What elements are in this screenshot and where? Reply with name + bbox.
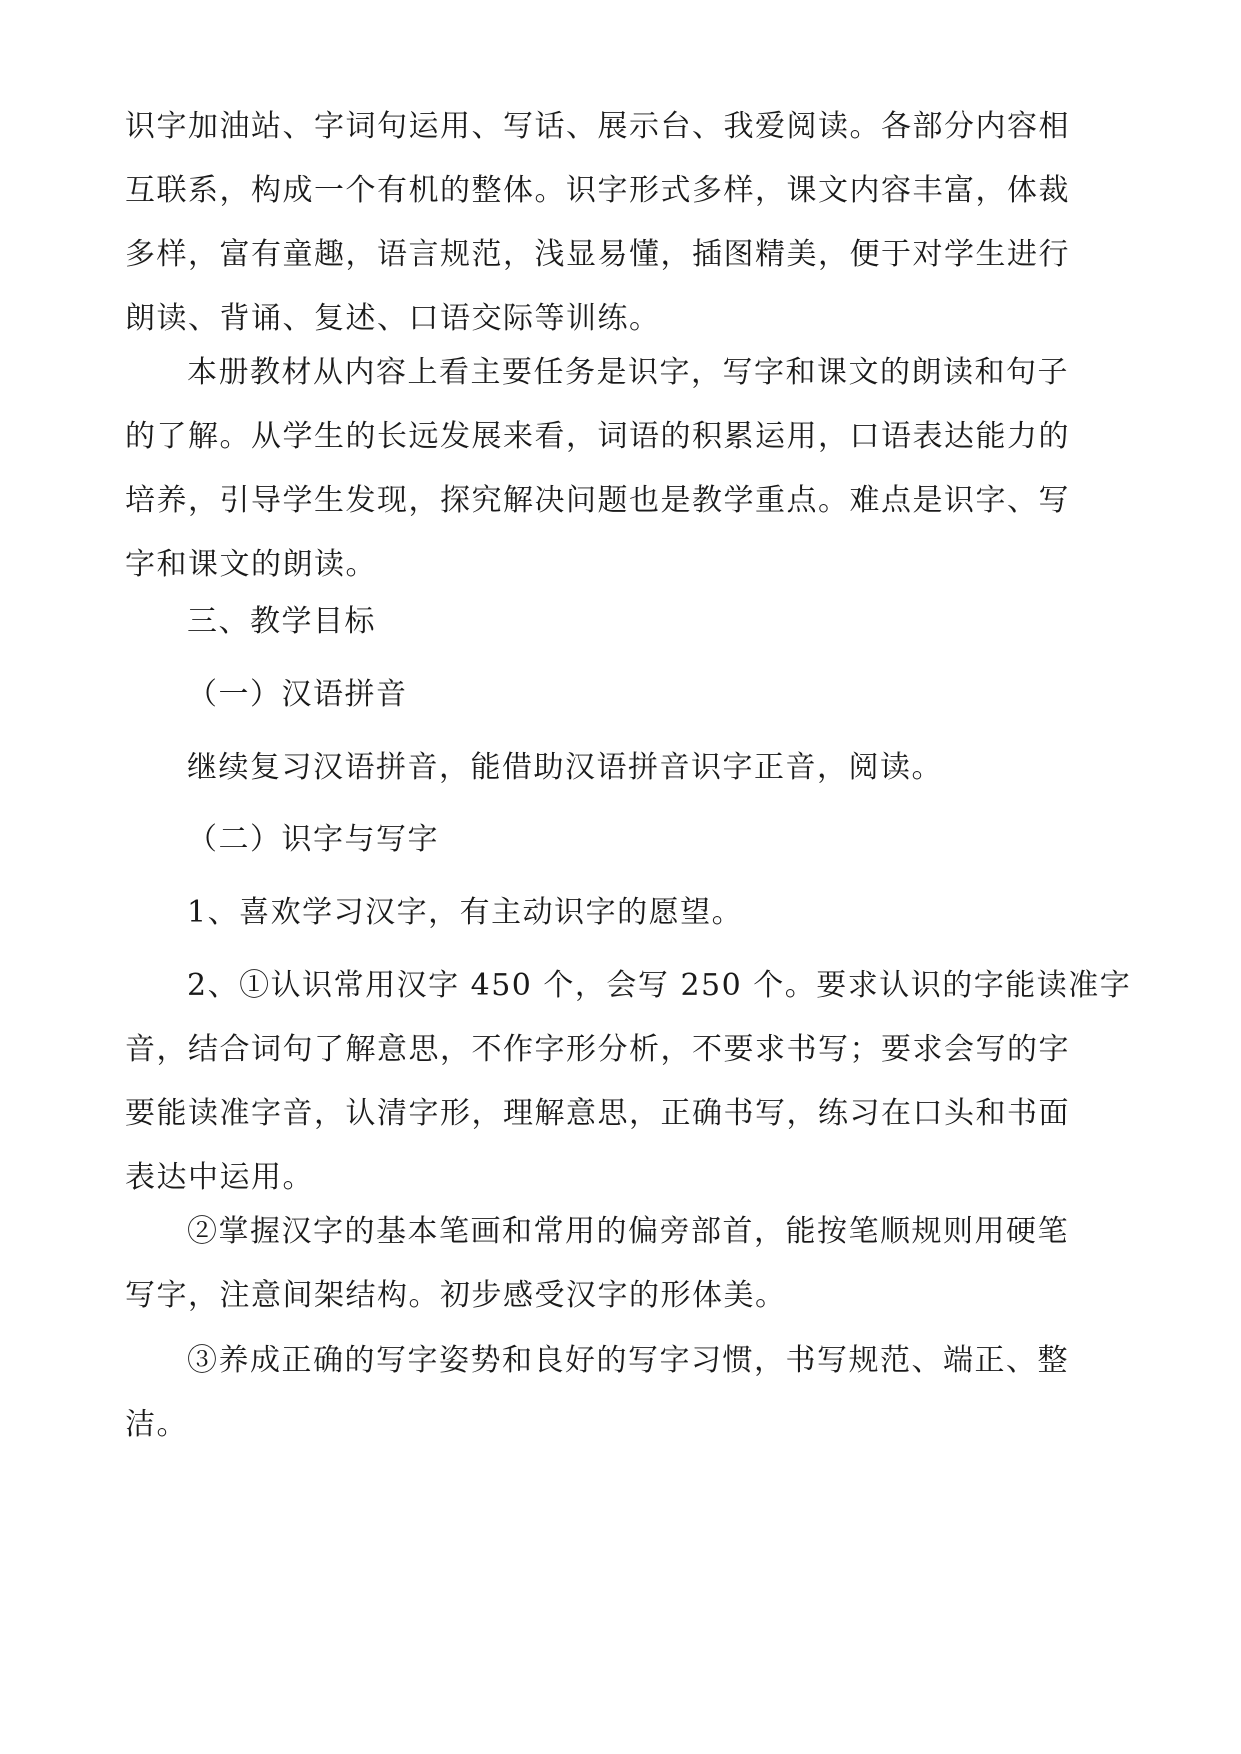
text-line: 1、喜欢学习汉字，有主动识字的愿望。 — [187, 895, 744, 930]
text-line: 表达中运用。 — [125, 1160, 314, 1195]
subheading-pinyin — [125, 663, 1115, 727]
paragraph-1 — [125, 95, 1115, 351]
text-line: ③养成正确的写字姿势和良好的写字习惯，书写规范、端正、整 — [187, 1343, 1069, 1378]
paragraph-2 — [125, 341, 1115, 597]
text-line: 音，结合词句了解意思，不作字形分析，不要求书写；要求会写的字 — [125, 1032, 1070, 1067]
text-line: 写字，注意间架结构。初步感受汉字的形体美。 — [125, 1278, 787, 1313]
text-line: 继续复习汉语拼音，能借助汉语拼音识字正音，阅读。 — [187, 750, 943, 785]
text-line: 的了解。从学生的长远发展来看，词语的积累运用，口语表达能力的 — [125, 419, 1070, 454]
text-line: ②掌握汉字的基本笔画和常用的偏旁部首，能按笔顺规则用硬笔 — [187, 1214, 1069, 1249]
list-item-1 — [125, 881, 1115, 945]
heading-line: （一）汉语拼音 — [187, 677, 408, 712]
paragraph-pinyin — [125, 736, 1115, 800]
text-line: 洁。 — [125, 1407, 188, 1442]
text-line: 要能读准字音，认清字形，理解意思，正确书写，练习在口头和书面 — [125, 1096, 1070, 1131]
text-line: 多样，富有童趣，语言规范，浅显易懂，插图精美，便于对学生进行 — [125, 237, 1070, 272]
section-heading-teaching-goals — [125, 590, 1115, 654]
heading-line: 三、教学目标 — [187, 604, 376, 639]
text-line: 字和课文的朗读。 — [125, 547, 377, 582]
text-line: 互联系，构成一个有机的整体。识字形式多样，课文内容丰富，体裁 — [125, 173, 1070, 208]
text-line: 本册教材从内容上看主要任务是识字，写字和课文的朗读和句子 — [187, 355, 1069, 390]
text-line: 培养，引导学生发现，探究解决问题也是教学重点。难点是识字、写 — [125, 483, 1070, 518]
list-item-2 — [125, 954, 1132, 1210]
list-item-2c — [125, 1329, 1115, 1457]
text-line: 朗读、背诵、复述、口语交际等训练。 — [125, 301, 661, 336]
subheading-literacy — [125, 808, 1115, 872]
list-item-2b — [125, 1200, 1115, 1328]
heading-line: （二）识字与写字 — [187, 822, 439, 857]
text-line: 2、①认识常用汉字 450 个，会写 250 个。要求认识的字能读准字 — [187, 968, 1132, 1003]
text-line: 识字加油站、字词句运用、写话、展示台、我爱阅读。各部分内容相 — [125, 109, 1070, 144]
